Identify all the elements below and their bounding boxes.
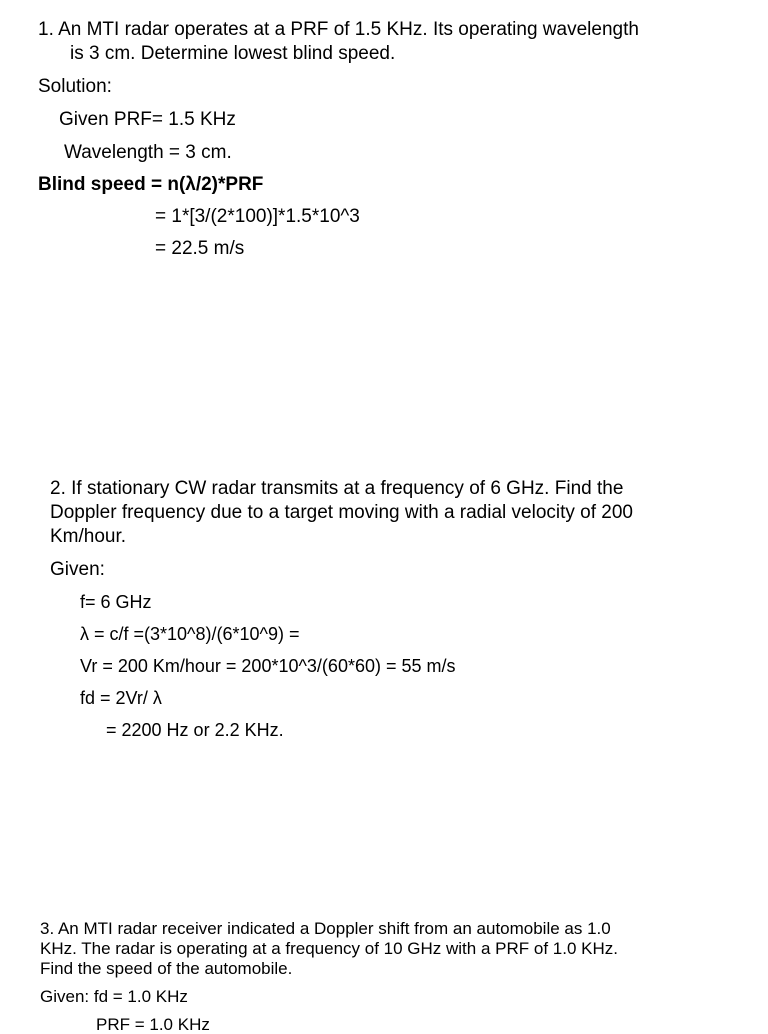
problem2-radial-velocity: Vr = 200 Km/hour = 200*10^3/(60*60) = 55 m/s	[80, 656, 456, 676]
problem3-prf-partial: PRF = 1.0 KHz	[96, 1015, 210, 1034]
problem1-solution-label: Solution:	[38, 76, 112, 97]
problem2-question-line1: 2. If stationary CW radar transmits at a frequency of 6 GHz. Find the	[50, 478, 624, 499]
problem1-wavelength: Wavelength = 3 cm.	[64, 142, 232, 163]
problem3-question-line1: 3. An MTI radar receiver indicated a Doppler shift from an automobile as 1.0	[40, 919, 611, 938]
problem2-result: = 2200 Hz or 2.2 KHz.	[106, 720, 284, 740]
problem1-question-line2: is 3 cm. Determine lowest blind speed.	[70, 43, 396, 64]
problem2-doppler-formula: fd = 2Vr/ λ	[80, 688, 162, 708]
problem3-question-line3: Find the speed of the automobile.	[40, 959, 293, 978]
problem3-given: Given: fd = 1.0 KHz	[40, 987, 188, 1006]
problem1-blind-speed-formula: Blind speed = n(λ/2)*PRF	[38, 174, 264, 195]
problem2-question-line2: Doppler frequency due to a target moving with a radial velocity of 200	[50, 502, 633, 523]
problem2-frequency: f= 6 GHz	[80, 592, 152, 612]
problem2-given-label: Given:	[50, 559, 105, 580]
problem2-lambda: λ = c/f =(3*10^8)/(6*10^9) =	[80, 624, 300, 644]
problem1-given-prf: Given PRF= 1.5 KHz	[59, 109, 236, 130]
problem1-calculation-step: = 1*[3/(2*100)]*1.5*10^3	[155, 206, 360, 227]
problem2-question-line3: Km/hour.	[50, 526, 127, 547]
problem1-result: = 22.5 m/s	[155, 238, 245, 259]
problem3-question-line2: KHz. The radar is operating at a frequency of 10 GHz with a PRF of 1.0 KHz.	[40, 939, 618, 958]
problem1-question-line1: 1. An MTI radar operates at a PRF of 1.5 KHz. Its operating wavelength	[38, 19, 639, 40]
